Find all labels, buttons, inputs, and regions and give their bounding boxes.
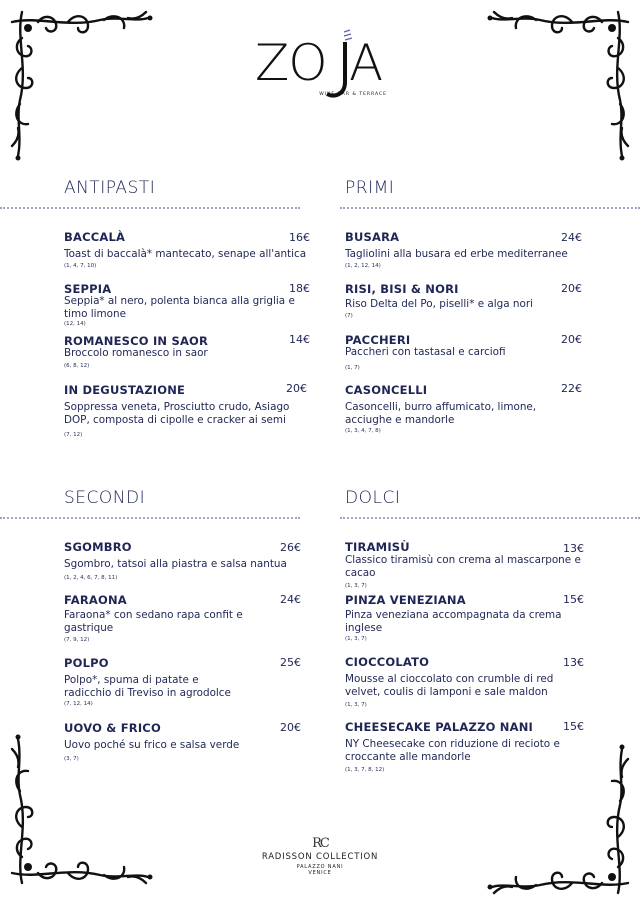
item-description: Paccheri con tastasal e carciofi xyxy=(345,346,506,358)
item-price: 15€ xyxy=(563,593,584,606)
item-price: 20€ xyxy=(280,721,301,734)
item-description: Polpo*, spuma di patate e radicchio di Treviso in agrodolce xyxy=(64,674,231,699)
item-description: Classico tiramisù con crema al mascarpone e cacao xyxy=(345,554,581,579)
corner-ornament-top-left xyxy=(8,8,168,168)
section-title-dolci: DOLCI xyxy=(345,488,401,508)
item-price: 22€ xyxy=(561,382,582,395)
item-name: CIOCCOLATO xyxy=(345,655,430,669)
item-price: 20€ xyxy=(561,333,582,346)
item-description: Toast di baccalà* mantecato, senape all'antica xyxy=(64,248,307,260)
section-divider xyxy=(340,517,640,519)
item-price: 18€ xyxy=(289,282,310,295)
item-allergens: (3, 7) xyxy=(64,756,79,762)
section-title-antipasti: ANTIPASTI xyxy=(64,178,156,198)
item-name: CASONCELLI xyxy=(345,383,428,397)
item-allergens: (1, 3, 7) xyxy=(345,702,367,708)
item-description: Riso Delta del Po, piselli* e alga nori xyxy=(345,298,534,310)
item-allergens: (1, 2, 12, 14) xyxy=(345,263,381,269)
item-allergens: (7, 9, 12) xyxy=(64,637,90,643)
item-description: Casoncelli, burro affumicato, limone, acciughe e mandorle xyxy=(345,401,537,426)
brand-logo xyxy=(249,20,391,108)
item-allergens: (1, 2, 4, 6, 7, 8, 11) xyxy=(64,575,118,581)
section-title-secondi: SECONDI xyxy=(64,488,146,508)
item-allergens: (7, 12) xyxy=(64,432,83,438)
footer-brand xyxy=(250,836,390,876)
item-allergens: (6, 8, 12) xyxy=(64,363,90,369)
item-price: 26€ xyxy=(280,541,301,554)
item-price: 24€ xyxy=(280,593,301,606)
item-price: 14€ xyxy=(289,333,310,346)
item-name: CHEESECAKE PALAZZO NANI xyxy=(345,720,534,734)
footer-line2: PALAZZO NANI xyxy=(296,864,344,870)
footer-line3: VENICE xyxy=(308,870,332,876)
item-name: UOVO & FRICO xyxy=(64,721,161,735)
svg-text:ZO: ZO xyxy=(255,34,327,92)
item-price: 25€ xyxy=(280,656,301,669)
item-allergens: (1, 3, 4, 7, 8) xyxy=(345,428,381,434)
item-name: FARAONA xyxy=(64,593,127,607)
item-description: Uovo poché su frico e salsa verde xyxy=(64,739,240,751)
item-name: POLPO xyxy=(64,656,109,670)
item-name: SEPPIA xyxy=(64,282,112,296)
section-divider xyxy=(0,517,300,519)
item-name: ROMANESCO IN SAOR xyxy=(64,334,209,348)
footer-line1: RADISSON COLLECTION xyxy=(261,852,379,862)
item-allergens: (1, 4, 7, 10) xyxy=(64,263,97,269)
svg-text:A: A xyxy=(349,34,384,92)
item-price: 13€ xyxy=(563,542,584,555)
item-name: RISI, BISI & NORI xyxy=(345,282,459,296)
item-allergens: (1, 3, 7) xyxy=(345,636,367,642)
section-divider xyxy=(0,207,300,209)
item-name: BUSARA xyxy=(345,230,400,244)
item-allergens: (12, 14) xyxy=(64,321,86,327)
item-allergens: (7, 12, 14) xyxy=(64,701,93,707)
item-description: Sgombro, tatsoi alla piastra e salsa nantua xyxy=(64,558,287,570)
item-price: 20€ xyxy=(286,382,307,395)
radisson-monogram: RC xyxy=(312,836,328,851)
section-divider xyxy=(340,207,640,209)
item-price: 13€ xyxy=(563,656,584,669)
item-name: PINZA VENEZIANA xyxy=(345,593,466,607)
item-name: IN DEGUSTAZIONE xyxy=(64,383,186,397)
item-description: NY Cheesecake con riduzione di recioto e croccante alle mandorle xyxy=(345,738,560,763)
item-name: BACCALÀ xyxy=(64,230,126,244)
corner-ornament-top-right xyxy=(472,8,632,168)
item-description: Mousse al cioccolato con crumble di red velvet, coulis di lamponi e sale maldon xyxy=(345,673,554,698)
item-name: SGOMBRO xyxy=(64,540,132,554)
item-price: 24€ xyxy=(561,231,582,244)
item-allergens: (7) xyxy=(345,313,353,319)
item-allergens: (1, 3, 7, 8, 12) xyxy=(345,767,385,773)
item-price: 20€ xyxy=(561,282,582,295)
item-name: PACCHERI xyxy=(345,333,411,347)
item-description: Faraona* con sedano rapa confit e gastrique xyxy=(64,609,243,634)
item-description: Soppressa veneta, Prosciutto crudo, Asiago DOP, composta di cipolle e cracker ai semi xyxy=(64,401,290,426)
item-price: 16€ xyxy=(289,231,310,244)
item-description: Broccolo romanesco in saor xyxy=(64,347,208,359)
brand-tagline: WINE BAR & TERRACE xyxy=(319,92,387,97)
item-description: Seppia* al nero, polenta bianca alla griglia e timo limone xyxy=(64,295,295,320)
section-title-primi: PRIMI xyxy=(345,178,395,198)
item-description: Tagliolini alla busara ed erbe mediterranee xyxy=(345,248,568,260)
item-name: TIRAMISÙ xyxy=(345,540,410,554)
item-allergens: (1, 3, 7) xyxy=(345,583,367,589)
item-allergens: (1, 7) xyxy=(345,365,360,371)
item-description: Pinza veneziana accompagnata da crema inglese xyxy=(345,609,562,634)
item-price: 15€ xyxy=(563,720,584,733)
